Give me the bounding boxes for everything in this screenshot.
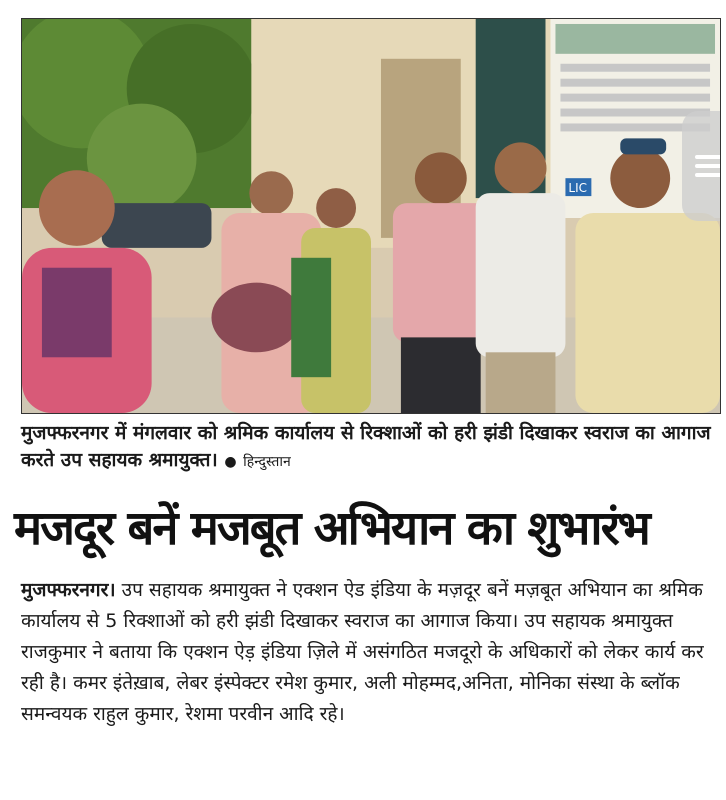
- photo-caption: [21, 420, 711, 476]
- news-photo: [21, 18, 721, 414]
- caption-text: मुजफ्फरनगर में मंगलवार को श्रमिक कार्यालय से रिक्शाओं को हरी झंडी दिखाकर स्वराज का आगाज करते उप सहायक श्रमायुक्त।: [21, 422, 711, 471]
- news-photo-illustration: [22, 19, 720, 413]
- article-body: [21, 575, 711, 730]
- article-text: उप सहायक श्रमायुक्त ने एक्शन ऐड इंडिया के मज़दूर बनें मज़बूत अभियान का श्रमिक कार्यालय से 5 रिक्शाओं को हरी झंडी दिखाकर स्वराज का आगाज किया। उप सहायक श्रमायुक्त राजकुमार ने बताया कि एक्शन ऐड़ इंडिया ज़िले में असंगठित मजदूरो के अधिकारों को लेकर कार्य कर रही है। कमर इंतेख़ाब, लेबर इंस्पेक्टर रमेश कुमार, अली मोहम्मद,अनिता, मोनिका संस्था के ब्लॉक समन्वयक राहुल कुमार, रेशमा परवीन आदि रहे।: [21, 579, 704, 725]
- hamburger-menu-icon: [695, 155, 721, 177]
- headline: मजदूर बनें मजबूत अभियान का शुभारंभ: [14, 501, 649, 556]
- sign-label: LIC: [568, 181, 587, 196]
- photo-credit: हिन्दुस्तान: [243, 454, 291, 470]
- dateline: मुजफ्फरनगर।: [21, 579, 116, 601]
- menu-button[interactable]: [682, 111, 721, 221]
- bullet-icon: ●: [224, 454, 237, 470]
